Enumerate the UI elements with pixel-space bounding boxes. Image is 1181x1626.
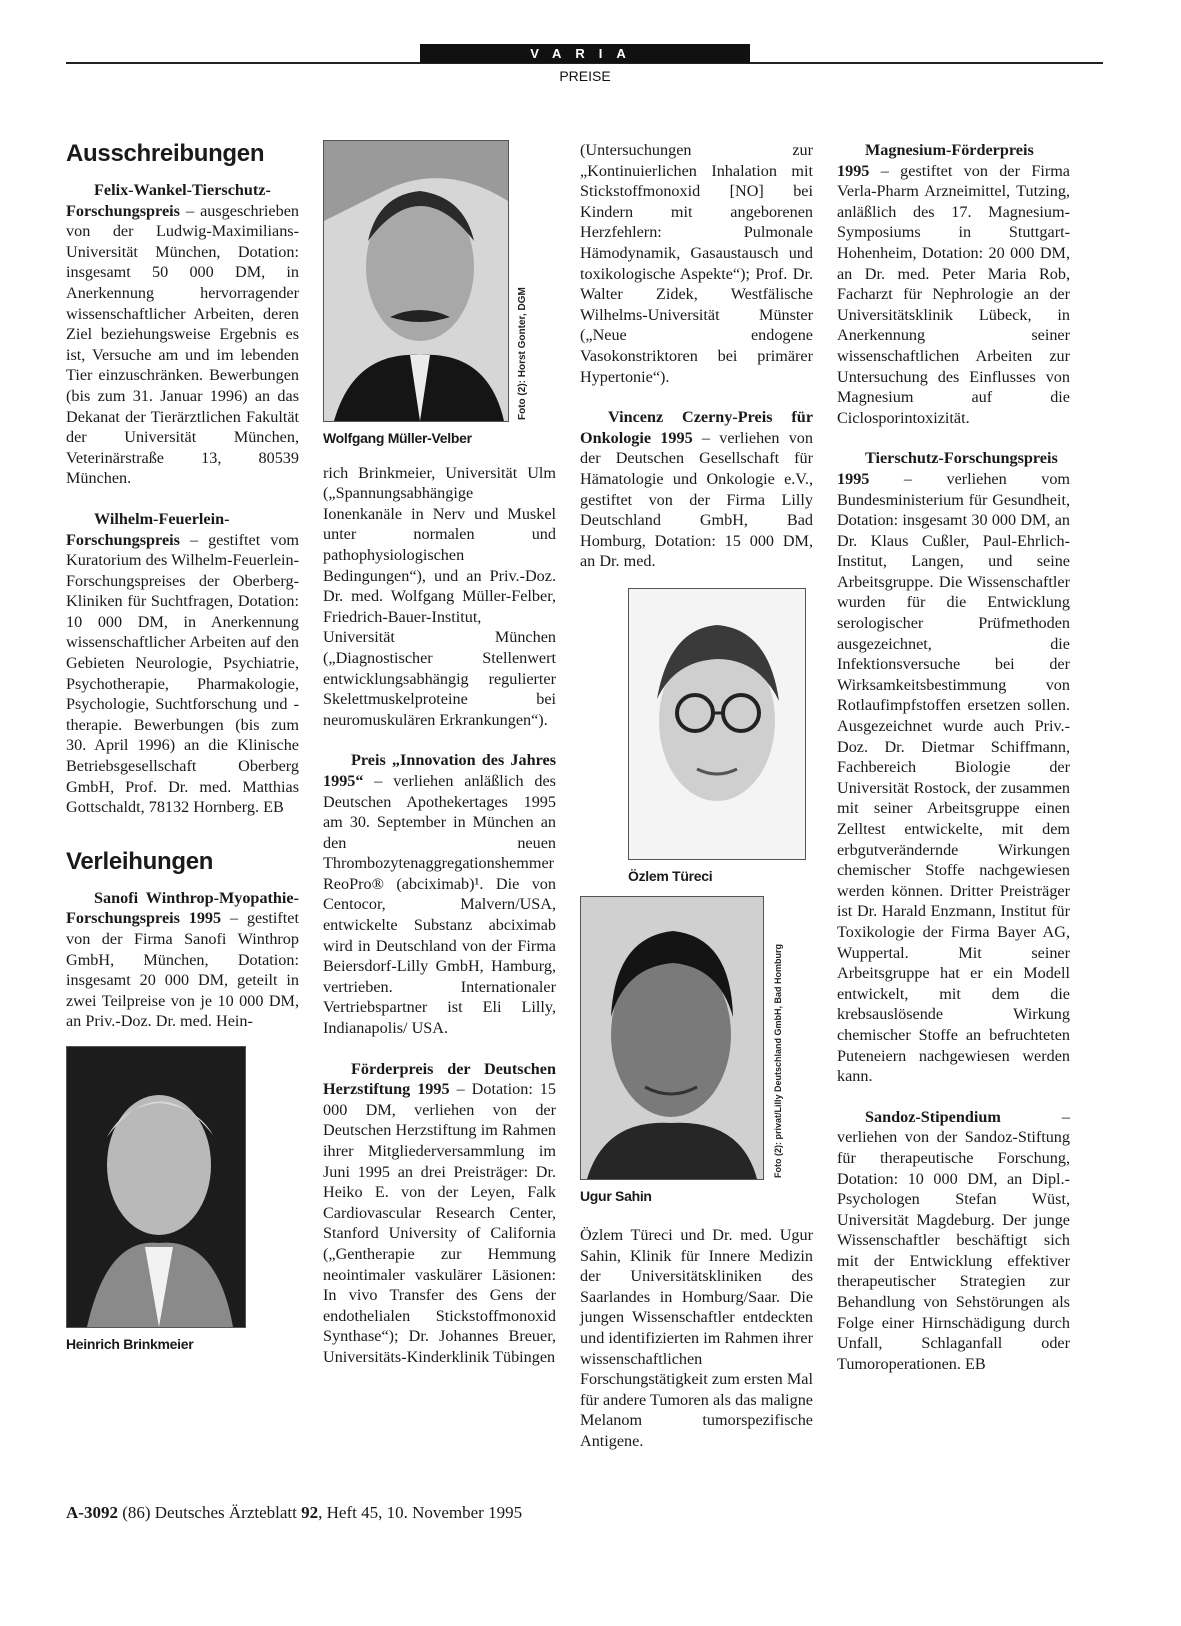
prize-text: – ausgeschrieben von der Ludwig-Maximilians-Universität München, Dotation: insgesamt 50 000 DM, in Anerkennung hervorragender wissenschaftlicher Arbeiten, deren Ziel beziehungsweise Ergebnis es ist, Versuche am und im lebenden Tier einzuschränken. Bewerbungen (bis zum 31. Januar 1996) an das Dekanat der Tierärztlichen Fakultät der Universität München, Veterinärstraße 13, 80539 München. — [66, 201, 299, 488]
prize-text: Özlem Türeci und Dr. med. Ugur Sahin, Klinik für Innere Medizin der Universitätskliniken des Saarlandes in Homburg/Saar. Die jungen Wissenschaftler entdeckten und identifizierten im Rahmen ihrer wissenschaftlichen Forschungstätigkeit zum ersten Mal für andere Tumoren als das maligne Melanom tumorspezifische Antigene. — [580, 1226, 813, 1450]
heading-verleihungen: Verleihungen — [66, 847, 214, 875]
journal-name: (86) Deutsches Ärzteblatt — [122, 1503, 297, 1522]
prize-name: Felix-Wankel-Tierschutz-Forschungspreis — [66, 181, 271, 220]
column-3 — [580, 140, 813, 1472]
portrait-block — [323, 140, 531, 422]
prize-text: – gestiftet von der Firma Verla-Pharm Arzneimittel, Tutzing, anläßlich des 17. Magnesium-Symposiums in Stuttgart-Hohenheim, Dotation: 20 000 DM, an Dr. med. Peter Maria Rob, Facharzt für Nephrologie an der Universitätsklinik Lübeck, in Anerkennung seiner wissenschaftlichen Arbeiten zur Untersuchung des Einflusses von Magnesium auf die Ciclosporintoxizität. — [837, 161, 1070, 427]
portrait-photo — [66, 1046, 246, 1328]
issue-date: , Heft 45, 10. November 1995 — [318, 1503, 523, 1522]
prize-name: Wilhelm-Feuerlein-Forschungspreis — [66, 509, 230, 549]
prize-name: Magnesium-Förderpreis 1995 — [837, 141, 1034, 180]
portrait-block — [580, 896, 788, 1180]
prize-text: – verliehen von der Sandoz-Stiftung für therapeutische Forschung, Dotation: 10 000 DM, an Dipl.-Psychologen Stefan Wüst, Universität Magdeburg. Der junge Wissenschaftler beschäftigt sich mit der Entwicklung effektiver therapeutischer Strategien zur Behandlung von Sehstörungen als Folge einer Hirnschädigung durch Unfall, Schlaganfall oder Tumoroperationen. EB — [837, 1107, 1070, 1373]
paragraph-wankel — [66, 180, 299, 489]
photo-caption: Ugur Sahin — [580, 1188, 652, 1205]
portrait-photo — [628, 588, 806, 860]
prize-text: (Untersuchungen zur „Kontinuierlichen Inhalation mit Stickstoffmonoxid [NO] bei Kindern mit angeborenen Herzfehlern: Pulmonale Hämodynamik, Gasaustausch und toxikologische Aspekte“); Prof. Dr. Walter Zidek, Westfälische Wilhelms-Universität Münster („Neue endogene Vasokonstriktoren bei primärer Hypertonie“). — [580, 141, 813, 386]
prize-name: Vincenz Czerny-Preis für Onkologie 1995 — [580, 408, 813, 447]
paragraph-tuereci-sahin — [580, 1225, 813, 1452]
prize-name: Sandoz-Stipendium — [865, 1107, 1001, 1126]
prize-name: Förderpreis der Deutschen Herzstiftung 1995 — [323, 1059, 556, 1099]
page-number: A-3092 — [66, 1503, 118, 1522]
portrait-photo — [323, 140, 509, 422]
portrait-image — [629, 589, 805, 859]
paragraph-herzstiftung — [323, 1059, 556, 1368]
prize-name: Tierschutz-Forschungspreis 1995 — [837, 449, 1058, 488]
prize-name: Sanofi Winthrop-Myopathie-Forschungspreis 1995 — [66, 888, 299, 928]
paragraph-sanofi — [66, 888, 299, 1032]
column-2 — [323, 140, 556, 1388]
paragraph-feuerlein — [66, 509, 299, 818]
prize-text: – gestiftet von der Firma Sanofi Winthrop GmbH, München, Dotation: insgesamt 20 000 DM, geteilt in zwei Teilpreise von je 10 000 DM, an Priv.-Doz. Dr. med. Hein- — [66, 909, 299, 1031]
prize-text: rich Brinkmeier, Universität Ulm („Spannungsabhängige Ionenkanäle in Nerv und Muskel unter normalen und pathophysiologischen Bedingungen“), und an Priv.-Doz. Dr. med. Wolfgang Müller-Felber, Friedrich-Bauer-Institut, Universität München („Diagnostischer Stellenwert entwicklungsabhängig regulierter Skelettmuskelproteine bei neuromuskulären Erkrankungen“). — [323, 463, 556, 729]
column-1 — [66, 140, 299, 1355]
photo-credit: Foto (2): privat/Lilly Deutschland GmbH, Bad Homburg — [773, 944, 783, 1179]
page-footer — [66, 1503, 522, 1523]
paragraph-czerny — [580, 407, 813, 572]
paragraph-breuer-zidek — [580, 140, 813, 387]
prize-text: – gestiftet vom Kuratorium des Wilhelm-Feuerlein-Forschungspreises der Oberberg-Kliniken für Suchtfragen, Dotation: 10 000 DM, in Anerkennung wissenschaftlicher Arbeiten auf den Gebieten Neurologie, Psychiatrie, Psychotherapie, Pharmakologie, Psychologie, Suchtforschung und -therapie. Bewerbungen (bis zum 30. April 1996) an die Klinische Betriebsgesellschaft Oberberg GmbH, Prof. Dr. med. Matthias Gottschaldt, 78132 Hornberg. EB — [66, 530, 299, 817]
photo-credit: Foto (2): Horst Gonter, DGM — [517, 287, 528, 420]
section-label: VARIA — [420, 44, 750, 63]
portrait-image — [67, 1047, 245, 1327]
portrait-image — [324, 141, 508, 421]
volume-number: 92 — [301, 1503, 319, 1522]
photo-caption: Özlem Türeci — [628, 867, 713, 884]
paragraph-sandoz — [837, 1107, 1070, 1375]
prize-text: – verliehen anläßlich des Deutschen Apothekertages 1995 am 30. September in München an den neuen Thrombozytenaggregationshemmer ReoPro® (abciximab)¹. Die von Centocor, Malvern/USA, entwickelte Substanz abciximab wird in Deutschland von der Firma Beiersdorf-Lilly GmbH, Hamburg, vertrieben. Internationaler Vertriebspartner ist Eli Lilly, Indianapolis/ USA. — [323, 771, 556, 1038]
paragraph-brinkmeier — [323, 463, 556, 731]
subsection-label: PREISE — [559, 68, 611, 84]
prize-text: – verliehen von der Deutschen Gesellschaft für Hämatologie und Onkologie e.V., gestiftet von der Firma Lilly Deutschland GmbH, Bad Homburg, Dotation: 15 000 DM, an Dr. med. — [580, 428, 813, 571]
column-4 — [837, 140, 1070, 1394]
portrait-photo — [580, 896, 764, 1180]
photo-caption: Wolfgang Müller-Velber — [323, 430, 472, 446]
paragraph-magnesium — [837, 140, 1070, 428]
prize-text: – verliehen vom Bundesministerium für Gesundheit, Dotation: insgesamt 30 000 DM, an Dr. Klaus Cußler, Paul-Ehrlich-Institut, Langen, und seine Arbeitsgruppe. Die Wissenschaftler wurden für die Entwicklung serologischer Prüfmethoden ausgezeichnet, die Infektionsversuche bei der Wirksamkeitsbestimmung von Rotlaufimpfstoffen ersetzen sollen. Ausgezeichnet wurde auch Priv.-Doz. Dr. Dietmar Schiffmann, Fachbereich Biologie der Universität Rostock, der zusammen mit seiner Arbeitsgruppe einen Zelltest entwickelte, mit dem erbgutverändernde Wirkungen chemischer Stoffe nachgewiesen werden können. Dritter Preisträger ist Dr. Harald Enzmann, Institut für Toxikologie der Firma Bayer AG, Wuppertal. Mit seiner Arbeitsgruppe hat er ein Modell entwickelt, mit dem die krebsauslösende Wirkung chemischer Stoffe an befruchteten Puteneiern nachgewiesen werden kann. — [837, 469, 1070, 1086]
photo-caption: Heinrich Brinkmeier — [66, 1335, 194, 1352]
heading-ausschreibungen: Ausschreibungen — [66, 140, 265, 167]
paragraph-tierschutz — [837, 448, 1070, 1086]
paragraph-innovation — [323, 750, 556, 1038]
portrait-image — [581, 897, 763, 1179]
prize-name: Preis „Innovation des Jahres 1995“ — [323, 751, 556, 790]
prize-text: – Dotation: 15 000 DM, verliehen von der Deutschen Herzstiftung im Rahmen ihrer Mitgliederversammlung im Juni 1995 an drei Preisträger: Dr. Heiko E. von der Leyen, Falk Cardiovascular Research Center, Stanford University of California („Gentherapie zur Hemmung neointimaler vaskulärer Läsionen: In vivo Transfer des Gens der endothelialen Stickstoffmonoxid Synthase“); Dr. Johannes Breuer, Universitäts-Kinderklinik Tübingen — [323, 1080, 556, 1366]
